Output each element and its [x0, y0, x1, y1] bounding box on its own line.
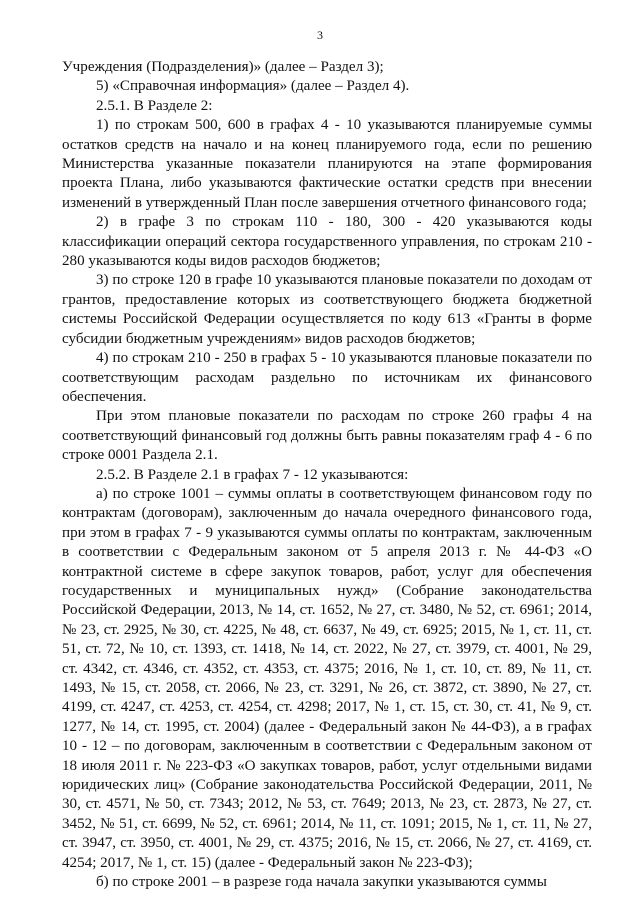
paragraph-item-1: 1) по строкам 500, 600 в графах 4 - 10 указываются планируемые суммы остатков средств на начало и на конец планируемого года, если по решению Министерства указанные показатели планируются на этапе формирования проекта Плана, либо указываются фактические остатки средств при внесении изменений в утвержденный План после завершения отчетного финансового года;	[62, 117, 592, 211]
paragraph-item-3: 3) по строке 120 в графе 10 указываются плановые показатели по доходам от грантов, предоставление которых из соответствующего бюджета бюджетной системы Российской Федерации осуществляется по коду 613 «Гранты в форме субсидии бюджетным учреждениям» видов расходов бюджетов;	[62, 272, 592, 347]
paragraph-note: При этом плановые показатели по расходам по строке 260 графы 4 на соответствующий финансовый год должны быть равны показателям граф 4 - 6 по строке 0001 Раздела 2.1.	[62, 408, 592, 464]
paragraph-item-b: б) по строке 2001 – в разрезе года начала закупки указываются суммы	[96, 874, 547, 891]
paragraph-item-a: а) по строке 1001 – суммы оплаты в соответствующем финансовом году по контрактам (договорам), заключенным до начала очередного финансового года, при этом в графах 7 - 9 указываются суммы оплаты по контрактам, заключенным в соответствии с Федеральным законом от 5 апреля 2013 г. № 44-ФЗ «О контрактной системе в сфере закупок товаров, работ, услуг для обеспечения государственных и муниципальных нужд» (Собрание законодательства Российской Федерации, 2013, № 14, ст. 1652, № 27, ст. 3480, № 52, ст. 6961; 2014, № 23, ст. 2925, № 30, ст. 4225, № 48, ст. 6637, № 49, ст. 6925; 2015, № 1, ст. 11, ст. 51, ст. 72, № 10, ст. 1393, ст. 1418, № 14, ст. 2022, № 27, ст. 3979, ст. 4001, № 29, ст. 4342, ст. 4346, ст. 4352, ст. 4353, ст. 4375; 2016, № 1, ст. 10, ст. 89, № 11, ст. 1493, № 15, ст. 2058, ст. 2066, № 23, ст. 3291, № 26, ст. 3872, ст. 3890, № 27, ст. 4199, ст. 4247, ст. 4253, ст. 4254, ст. 4298; 2017, № 1, ст. 15, ст. 30, ст. 41, № 9, ст. 1277, № 14, ст. 1995, ст. 2004) (далее - Федеральный закон № 44-ФЗ), а в графах 10 - 12 – по договорам, заключенным в соответствии с Федеральным законом от 18 июля 2011 г. № 223-ФЗ «О закупках товаров, работ, услуг отдельными видами юридических лиц» (Собрание законодательства Российской Федерации, 2011, № 30, ст. 4571, № 50, ст. 7343; 2012, № 53, ст. 7649; 2013, № 23, ст. 2873, № 27, ст. 3452, № 51, ст. 6699, № 52, ст. 6961; 2014, № 11, ст. 1091; 2015, № 1, ст. 11, № 27, ст. 3947, ст. 3950, ст. 4001, № 29, ст. 4375; 2016, № 15, ст. 2066, № 27, ст. 4169, ст. 4254; 2017, № 1, ст. 15) (далее - Федеральный закон № 223-ФЗ);	[62, 485, 592, 871]
paragraph-heading-2-5-1: 2.5.1. В Разделе 2:	[96, 97, 213, 114]
paragraph-heading-2-5-2: 2.5.2. В Разделе 2.1 в графах 7 - 12 указываются:	[96, 466, 409, 483]
paragraph-section-3-tail: Учреждения (Подразделения)» (далее – Раздел 3);	[62, 59, 384, 75]
document-body	[62, 58, 592, 892]
paragraph-item-4: 4) по строкам 210 - 250 в графах 5 - 10 указываются плановые показатели по соответствующим расходам раздельно по источникам их финансового обеспечения.	[62, 350, 592, 405]
paragraph-item-2: 2) в графе 3 по строкам 110 - 180, 300 - 420 указываются коды классификации операций сектора государственного управления, по строкам 210 - 280 указываются коды видов расходов бюджетов;	[62, 214, 592, 270]
paragraph-item-5: 5) «Справочная информация» (далее – Раздел 4).	[96, 78, 410, 95]
page-number: 3	[317, 28, 323, 42]
